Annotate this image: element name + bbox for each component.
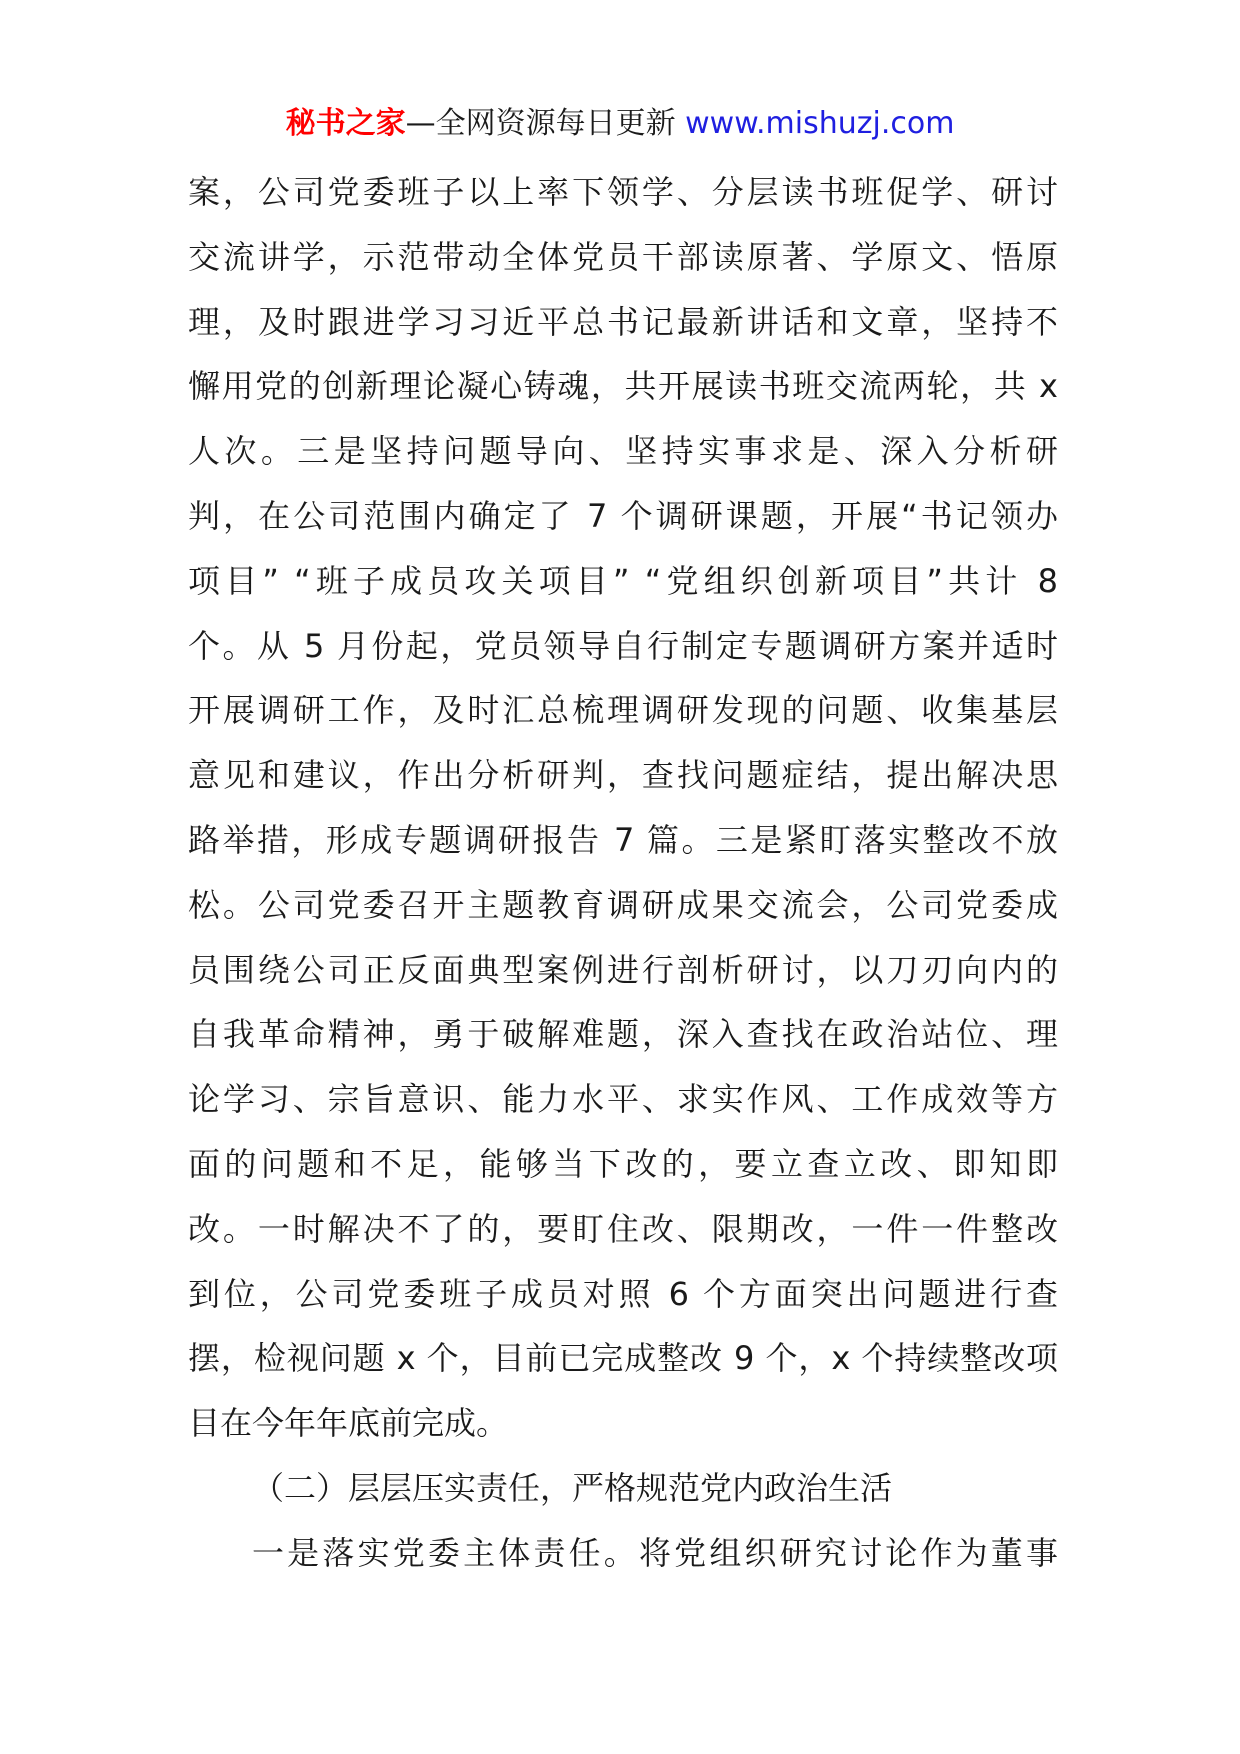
paragraph-line: 松。公司党委召开主题教育调研成果交流会，公司党委成 (188, 885, 1058, 924)
paragraph-line: 个。从 5 月份起，党员领导自行制定专题调研方案并适时 (188, 626, 1058, 665)
paragraph-line: 交流讲学，示范带动全体党员干部读原著、学原文、悟原 (188, 237, 1058, 276)
paragraph-line: 面的问题和不足，能够当下改的，要立查立改、即知即 (188, 1144, 1058, 1183)
paragraph-line: 案，公司党委班子以上率下领学、分层读书班促学、研讨 (188, 173, 1058, 211)
paragraph-line: 目在今年年底前完成。 (188, 1404, 509, 1443)
paragraph-line: 改。一时解决不了的，要盯住改、限期改，一件一件整改 (188, 1209, 1058, 1248)
header-slogan: —全网资源每日更新 (405, 106, 686, 141)
paragraph-line: 自我革命精神，勇于破解难题，深入查找在政治站位、理 (188, 1015, 1058, 1054)
paragraph-line: 一是落实党委主体责任。将党组织研究讨论作为董事 (252, 1533, 1058, 1572)
paragraph-line: 到位，公司党委班子成员对照 6 个方面突出问题进行查 (188, 1274, 1058, 1313)
paragraph-line: 理，及时跟进学习习近平总书记最新讲话和文章，坚持不 (188, 302, 1058, 341)
paragraph-line: 人次。三是坚持问题导向、坚持实事求是、深入分析研 (188, 432, 1058, 471)
paragraph-line: 意见和建议，作出分析研判，查找问题症结，提出解决思 (188, 756, 1058, 795)
paragraph-line: 项目” “班子成员攻关项目” “党组织创新项目”共计 8 (188, 561, 1058, 600)
paragraph-line: 员围绕公司正反面典型案例进行剖析研讨，以刀刃向内的 (188, 950, 1058, 989)
site-watermark-header (0, 100, 1240, 148)
brand-name: 秘书之家 (285, 106, 406, 141)
section-heading: （二）层层压实责任，严格规范党内政治生活 (252, 1468, 893, 1507)
document-body (188, 160, 1058, 1586)
paragraph-line: 懈用党的创新理论凝心铸魂，共开展读书班交流两轮，共 x (188, 367, 1058, 406)
paragraph-line: 判，在公司范围内确定了 7 个调研课题，开展“书记领办 (188, 496, 1058, 535)
site-url-link[interactable]: www.mishuzj.com (685, 106, 955, 141)
paragraph-line: 开展调研工作，及时汇总梳理调研发现的问题、收集基层 (188, 691, 1058, 730)
paragraph-line: 论学习、宗旨意识、能力水平、求实作风、工作成效等方 (188, 1080, 1058, 1119)
paragraph-line: 摆，检视问题 x 个，目前已完成整改 9 个，x 个持续整改项 (188, 1339, 1058, 1378)
paragraph-line: 路举措，形成专题调研报告 7 篇。三是紧盯落实整改不放 (188, 820, 1058, 859)
